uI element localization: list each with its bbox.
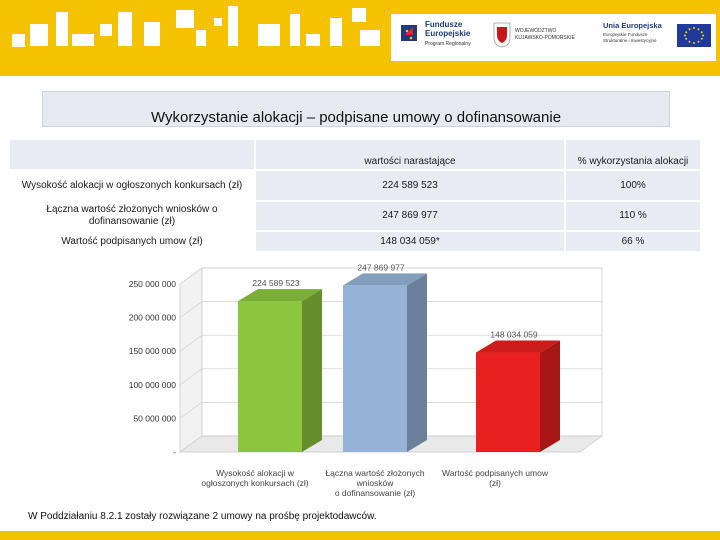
row-percent: 110 % <box>566 202 700 230</box>
fe-line3: Program Regionalny <box>425 41 471 47</box>
y-tick-label: 200 000 000 <box>128 312 176 323</box>
ue-line1: Unia Europejska <box>603 21 662 30</box>
y-tick-label: 50 000 000 <box>133 413 176 424</box>
ue-line2: Europejskie Fundusze <box>603 32 648 37</box>
decor-square <box>306 34 320 46</box>
row-label: Wartość podpisanych umow (zł) <box>61 235 203 247</box>
row-value: 224 589 523 <box>256 171 564 200</box>
eu-flag-icon <box>677 24 711 47</box>
ue-line3: Strukturalne i Inwestycyjne <box>603 38 657 43</box>
header-banner <box>0 0 720 76</box>
x-tick-label <box>201 468 308 488</box>
bar-data-label: 247 869 977 <box>357 262 405 273</box>
fe-star-icon <box>397 21 421 51</box>
bar-side <box>407 273 427 452</box>
x-tick-label <box>325 468 424 498</box>
decor-square <box>30 24 48 46</box>
x-tick-label-line: (zł) <box>489 478 501 488</box>
chart-side-wall <box>180 268 202 452</box>
x-tick-label-line: ogłoszonych konkursach (zł) <box>201 478 309 488</box>
row-value: 247 869 977 <box>256 202 564 230</box>
decor-square <box>330 18 342 46</box>
table-row <box>10 171 700 200</box>
decor-square <box>72 34 94 46</box>
decor-square <box>118 12 132 46</box>
decor-square <box>360 30 380 46</box>
decor-square <box>290 14 300 46</box>
kujawsko-pomorskie-logo <box>491 22 591 52</box>
table-corner-cell <box>10 140 254 169</box>
table-header-row <box>10 140 700 169</box>
fe-line1: Fundusze <box>425 20 463 29</box>
x-tick-label-line: Wysokość alokacji w <box>216 468 294 478</box>
x-tick-label-line: o dofinansowanie (zł) <box>334 488 416 498</box>
slide-title: Wykorzystanie alokacji – podpisane umowy o dofinansowanie <box>150 109 562 126</box>
bar-side <box>302 289 322 452</box>
bar-front <box>343 285 407 452</box>
decor-square <box>144 22 160 46</box>
table-row <box>10 232 700 251</box>
decor-square <box>12 34 25 47</box>
bar-side <box>540 341 560 452</box>
unia-europejska-logo <box>603 20 713 54</box>
row-percent: 100% <box>566 171 700 200</box>
footer-band <box>0 531 720 540</box>
kp-crest-icon <box>493 22 511 48</box>
row-value: 148 034 059* <box>256 232 564 251</box>
y-tick-label: 250 000 000 <box>128 279 176 289</box>
decor-square <box>228 6 238 46</box>
logo-strip <box>391 14 716 61</box>
allocation-bar-chart <box>110 252 620 522</box>
kp-line1: WOJEWÓDZTWO <box>515 28 557 34</box>
x-tick-label-line: Łączna wartość złożonych <box>325 468 425 478</box>
decor-square <box>352 8 366 22</box>
row-label: Wysokość alokacji w ogłoszonych konkursach (zł) <box>21 179 243 191</box>
decor-square <box>258 24 280 46</box>
bar-front <box>476 353 540 452</box>
col-header-values: wartości narastające <box>256 140 564 169</box>
col-header-percent: % wykorzystania alokacji <box>566 140 700 169</box>
slide-title-box <box>42 91 670 127</box>
y-tick-label: 150 000 000 <box>128 346 176 357</box>
fundusze-europejskie-logo <box>397 19 487 55</box>
fe-line2: Europejskie <box>425 29 471 38</box>
x-tick-label <box>442 468 549 488</box>
allocation-table <box>8 138 702 253</box>
decor-square <box>214 18 222 26</box>
decor-square <box>56 12 68 46</box>
row-percent: 66 % <box>566 232 700 251</box>
decor-square <box>196 30 206 46</box>
decor-square <box>176 10 194 28</box>
x-tick-label-line: Wartość podpisanych umow <box>442 468 548 478</box>
footnote: W Poddziałaniu 8.2.1 zostały rozwiązane 2 umowy na prośbę projektodawców. <box>28 511 377 522</box>
table-row <box>10 202 700 230</box>
row-label: Łączna wartość złożonych wniosków o dofinansowanie (zł) <box>46 204 218 227</box>
x-tick-label-line: wniosków <box>356 478 394 488</box>
y-tick-label: 100 000 000 <box>128 379 176 390</box>
bar-front <box>238 301 302 452</box>
bar-data-label: 224 589 523 <box>252 278 300 289</box>
kp-line2: KUJAWSKO-POMORSKIE <box>515 35 575 41</box>
decor-square <box>100 24 112 36</box>
y-tick-label: - <box>173 447 176 457</box>
bar-data-label: 148 034 059 <box>490 329 538 340</box>
